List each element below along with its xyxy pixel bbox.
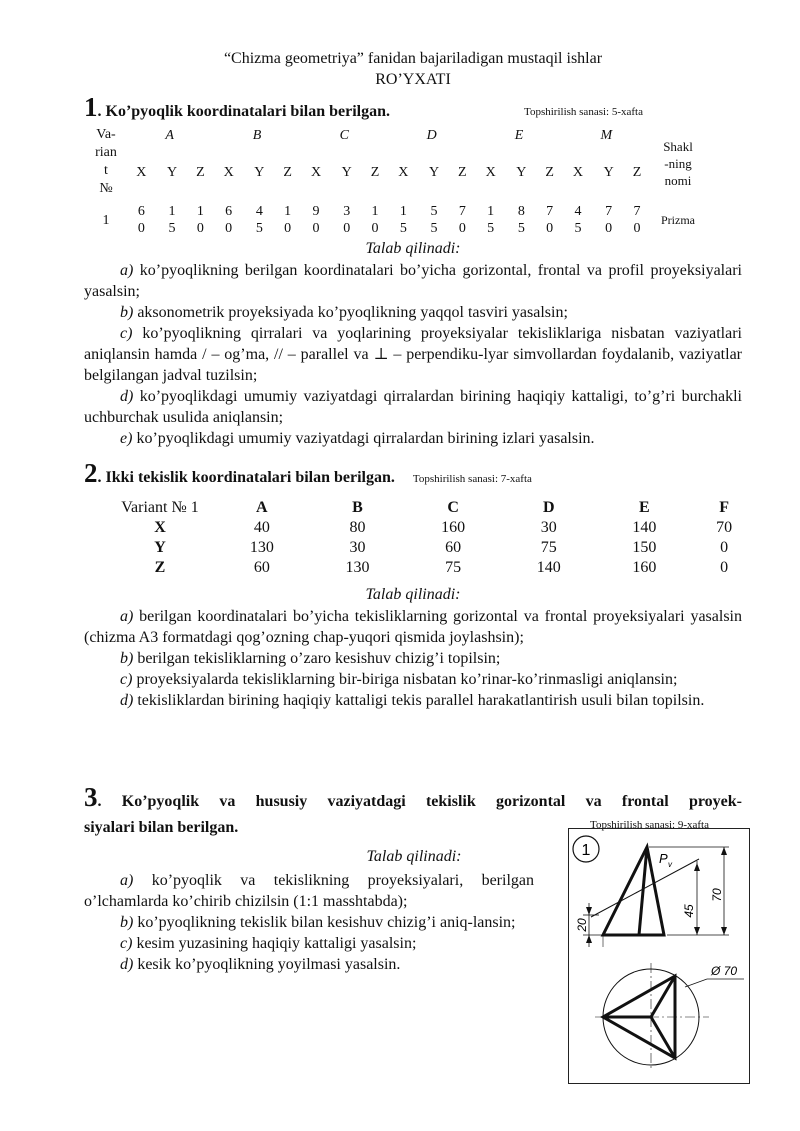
coordinate-cell: 60 (253, 559, 270, 576)
task3-figure (568, 828, 750, 1084)
task2-number: 2 (84, 458, 98, 488)
coordinate-cell: 1 5 (168, 204, 176, 236)
axis-header: Z (458, 164, 467, 180)
task3-talab: Talab qilinadi: (366, 848, 462, 865)
coordinate-cell: 6 0 (225, 204, 233, 236)
dim-70: 70 (710, 888, 724, 902)
task1-item-a: a) ko’pyoqlikning berilgan koordinatalari bo’yicha gorizontal, frontal va profil proyeksiyalari yasalsin; (84, 262, 742, 300)
document-header (0, 48, 800, 90)
coordinate-cell: 1 0 (196, 204, 204, 236)
point-header: B (252, 127, 262, 143)
coordinate-cell: 160 (632, 559, 657, 576)
point-header: A (165, 127, 174, 143)
coordinate-cell: 7 0 (633, 204, 641, 236)
task2-talab: Talab qilinadi: (365, 586, 461, 603)
coordinate-cell: 140 (632, 519, 657, 536)
task3-item-b: b) ko’pyoqlikning tekislik bilan kesishuv chizig’i aniq-lansin; (120, 914, 516, 931)
task1-item-e: e) ko’pyoqlikdagi umumiy vaziyatdagi qirralardan birining izlari yasalsin. (120, 430, 595, 447)
coordinate-cell: 70 (716, 519, 733, 536)
coordinate-cell: 7 0 (546, 204, 554, 236)
task2-item-c: c) proyeksiyalarda tekisliklarning bir-biriga nisbatan ko’rinar-ko’rinmasligi aniqlansin; (120, 671, 678, 688)
coordinate-cell: 75 (445, 559, 462, 576)
task3-title-line-2: siyalari bilan berilgan. (84, 819, 239, 836)
coordinate-cell: 8 5 (517, 204, 525, 236)
shape-header: Shakl -ning nomi (663, 138, 693, 188)
task1-heading (84, 92, 764, 126)
coordinate-cell: 4 5 (574, 204, 582, 236)
axis-header: Y (166, 164, 178, 180)
prism-plane-drawing (569, 829, 749, 1083)
point-header: F (719, 499, 729, 516)
coordinate-cell: 4 5 (255, 204, 263, 236)
task1-title: . Ko’pyoqlik koordinatalari bilan berilgan. (97, 103, 390, 120)
coordinate-cell: 60 (445, 539, 462, 556)
task2-items (84, 606, 742, 711)
task2-item-d: d) tekisliklardan birining haqiqiy kattaligi tekis parallel harakatlantirish usuli bilan topilsin. (120, 692, 705, 709)
point-header: C (447, 499, 459, 516)
task1-item-d: d) ko’pyoqlikdagi umumiy vaziyatdagi qirralardan birining haqiqiy kattaligi, to’g’ri burchakli uchburchak usulida aniqlansin; (84, 388, 742, 426)
task1-number: 1 (84, 92, 98, 122)
task2-title: . Ikki tekislik koordinatalari bilan berilgan. (97, 469, 395, 486)
coordinate-cell: 9 0 (312, 204, 320, 236)
task1-item-c: c) ko’pyoqlikning qirralari va yoqlarining proyeksiyalar tekisliklariga nisbatan vaziyatlari aniqlansin hamda / – og’ma, // – parallel va ⊥ – perpendiku-lyar simvollardan foydalanib, vaziyatlar belgilangan jadval tuzilsin; (84, 325, 742, 384)
axis-header: X (223, 164, 234, 180)
axis-header: Y (603, 164, 614, 180)
axis-header: Y (516, 164, 527, 180)
axis-header: X (310, 164, 322, 180)
axis-header: Z (632, 164, 642, 180)
coordinate-cell: 7 0 (605, 204, 613, 236)
header-line-1: “Chizma geometriya” fanidan bajariladigan mustaqil ishlar (223, 50, 603, 67)
point-header: D (426, 127, 437, 143)
point-header: D (542, 499, 555, 516)
task2-coordinates-table (106, 498, 756, 578)
point-header: M (600, 127, 613, 143)
table-row (106, 558, 756, 578)
variant-corner: Variant № 1 (121, 499, 199, 516)
coordinate-cell: 40 (253, 519, 270, 536)
figure-number: 1 (581, 842, 591, 859)
task3-deadline: Topshirilish sanasi: 9-xafta (590, 819, 709, 831)
coordinate-cell: 5 5 (430, 204, 438, 236)
variant-header: Va- rian t № (95, 127, 117, 196)
coordinate-cell: 6 0 (137, 204, 145, 236)
coordinate-cell: 30 (540, 519, 557, 536)
task1-deadline: Topshirilish sanasi: 5-xafta (524, 106, 643, 118)
task3-item-d: d) kesik ko’pyoqlikning yoyilmasi yasalsin. (120, 956, 401, 973)
dim-20: 20 (575, 918, 589, 932)
axis-header: X (572, 164, 584, 180)
coordinate-cell: 30 (349, 539, 366, 556)
coordinate-cell: 7 0 (458, 204, 466, 236)
axis-header: Y (341, 164, 352, 180)
coordinate-cell: 1 0 (284, 204, 292, 236)
coordinate-cell: 0 (720, 559, 729, 576)
axis-header: Z (196, 164, 205, 180)
axis-header: Z (283, 164, 292, 180)
coordinate-cell: 75 (540, 539, 557, 556)
point-header: A (256, 499, 268, 516)
table-row (106, 518, 756, 538)
task3-item-a: a) ko’pyoqlik va tekislikning proyeksiyalari, berilgan o’lchamlarda ko’chirib chizilsin (1:1 masshtabda); (84, 872, 534, 910)
task3-number: 3 (84, 782, 98, 812)
task2-item-a: a) berilgan koordinatalari bo’yicha tekisliklarning gorizontal va frontal proyeksiyalari yasalsin (chizma A3 formatdagi qog’ozning chap-yuqori qismida joylashsin); (84, 608, 742, 646)
coordinate-cell: 80 (349, 519, 366, 536)
coordinate-cell: 130 (345, 559, 370, 576)
task2-item-b: b) berilgan tekisliklarning o’zaro kesishuv chizig’i topilsin; (120, 650, 501, 667)
plane-subscript: v (668, 860, 672, 869)
axis-header: Z (545, 164, 554, 180)
coordinate-cell: 1 0 (371, 204, 379, 236)
task1-item-b: b) aksonometrik proyeksiyada ko’pyoqlikning yaqqol tasviri yasalsin; (120, 304, 568, 321)
plane-label: P (659, 851, 668, 866)
dim-45: 45 (682, 904, 696, 918)
task2-heading (84, 458, 764, 492)
axis-header: X (398, 164, 409, 180)
task1-items (84, 260, 742, 449)
frontal-pyramid-outline (603, 847, 664, 935)
coordinate-cell: 130 (249, 539, 274, 556)
coordinate-cell: 160 (441, 519, 466, 536)
task2-deadline: Topshirilish sanasi: 7-xafta (412, 473, 532, 485)
axis-label: Y (154, 539, 166, 556)
coordinate-cell: 140 (536, 559, 561, 576)
point-header: E (639, 499, 650, 516)
dim-diameter: Ø 70 (711, 964, 738, 978)
axis-header: Y (254, 164, 265, 180)
coordinate-cell: 3 0 (343, 204, 351, 236)
task3-title-line-1: . Ko’pyoqlik va hususiy vaziyatdagi tekislik gorizontal va frontal proyek- (97, 793, 742, 810)
task3-item-c: c) kesim yuzasining haqiqiy kattaligi yasalsin; (120, 935, 417, 952)
point-header: C (339, 127, 349, 143)
point-header: E (514, 127, 524, 143)
axis-header: Y (428, 164, 440, 180)
header-line-2: RO’YXATI (375, 71, 451, 88)
point-header: B (352, 499, 363, 516)
task3-items (84, 870, 534, 975)
task1-coordinates-table (86, 126, 706, 240)
axis-header: X (485, 164, 496, 180)
table-row (106, 538, 756, 558)
coordinate-cell: 1 5 (487, 204, 495, 236)
variant-number: 1 (102, 212, 110, 228)
shape-name: Prizma (661, 212, 695, 227)
coordinate-cell: 0 (720, 539, 729, 556)
coordinate-cell: 150 (632, 539, 657, 556)
axis-header: Z (370, 164, 380, 180)
axis-label: X (154, 519, 166, 536)
coordinate-cell: 1 5 (399, 204, 407, 236)
axis-header: X (136, 164, 147, 180)
task1-talab: Talab qilinadi: (365, 240, 461, 257)
axis-label: Z (154, 559, 166, 576)
